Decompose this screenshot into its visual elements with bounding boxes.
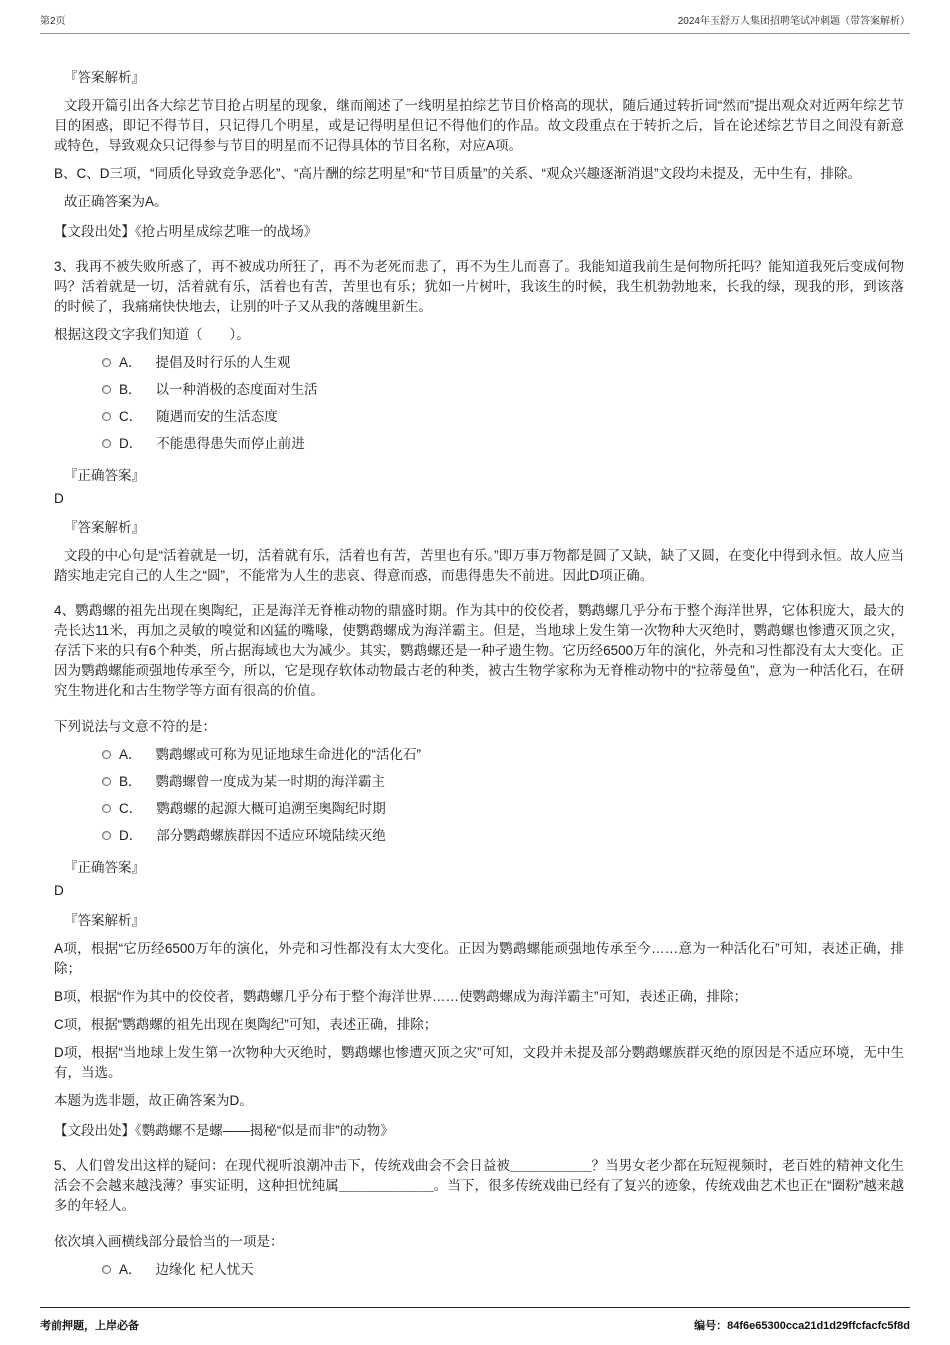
correct-answer-value: D xyxy=(54,883,64,899)
analysis-paragraph: B项，根据“作为其中的佼佼者，鹦鹉螺几乎分布于整个海洋世界……使鹦鹉螺成为海洋霸主”可知，表述正确，排除； xyxy=(54,988,747,1004)
page-number: 第2页 xyxy=(40,16,66,27)
analysis-paragraph: 文段开篇引出各大综艺节目抢占明星的现象，继而阐述了一线明星拍综艺节目价格高的现状，随后通过转折词“然而”提出观众对近两年综艺节目的困惑，即记不得节目，只记得几个明星，或是记得明星但记不得他们的作品。故文段重点在于转折之后，旨在论述综艺节目之间没有新意或特色，导致观众只记得参与节目的明星而不记得具体的节目名称，对应A项。 xyxy=(54,97,904,153)
option-label: B． xyxy=(119,774,142,790)
options-group xyxy=(102,1260,904,1280)
analysis-paragraph: 文段的中心句是“活着就是一切，活着就有乐，活着也有苦，苦里也有乐。”即万事万物都是圆了又缺，缺了又圆，在变化中得到永恒。故人应当踏实地走完自己的人生之“圆”，不能常为人生的悲哀、得意而惑，而患得患失不前进。因此D项正确。 xyxy=(54,548,904,584)
radio-button-icon[interactable] xyxy=(102,750,111,759)
option-label: C． xyxy=(119,801,143,817)
radio-button-icon[interactable] xyxy=(102,777,111,786)
answer-analysis-label: 『答案解析』 xyxy=(64,520,145,536)
answer-conclusion: 故正确答案为A。 xyxy=(64,193,168,209)
radio-button-icon[interactable] xyxy=(102,831,111,840)
option-row[interactable] xyxy=(102,380,904,400)
options-group xyxy=(102,745,904,846)
question-prompt: 根据这段文字我们知道（ ）。 xyxy=(54,326,250,342)
option-text: 鹦鹉螺的起源大概可追溯至奥陶纪时期 xyxy=(156,801,386,817)
option-label: C． xyxy=(119,408,143,424)
question-stem: 4、鹦鹉螺的祖先出现在奥陶纪，正是海洋无脊椎动物的鼎盛时期。作为其中的佼佼者，鹦鹉螺几乎分布于整个海洋世界，它体积庞大，最大的壳长达11米，再加之灵敏的嗅觉和凶猛的嘴喙，使鹦鹉螺成为海洋霸主。但是，当地球上发生第一次物种大灭绝时，鹦鹉螺也惨遭灭顶之灾，存活下来的只有6个种类，所占据海域也大为减少。其实，鹦鹉螺还是一种孑遗生物。它历经6500万年的演化，外壳和习性都没有太大变化。正因为鹦鹉螺能顽强地传承至今，所以，它是现存软体动物最古老的种类，被古生物学家称为无脊椎动物中的“拉蒂曼鱼”，意为一种活化石，在研究生物进化和古生物学等方面有很高的价值。 xyxy=(54,603,904,699)
answer-analysis-label: 『答案解析』 xyxy=(64,913,145,928)
options-group xyxy=(102,353,904,454)
option-row[interactable] xyxy=(102,353,904,373)
option-row[interactable] xyxy=(102,772,904,792)
option-row[interactable] xyxy=(102,407,904,427)
correct-answer-value: D xyxy=(54,490,64,506)
source-line: 【文段出处】《抢占明星成综艺唯一的战场》 xyxy=(54,223,318,239)
analysis-paragraph: B、C、D三项，“同质化导致竞争恶化”、“高片酬的综艺明星”和“节目质量”的关系、“观众兴趣逐渐消退”文段均未提及，无中生有，排除。 xyxy=(54,165,861,181)
option-row[interactable] xyxy=(102,434,904,454)
option-text: 边缘化 杞人忧天 xyxy=(155,1261,254,1277)
option-row[interactable] xyxy=(102,745,904,765)
question-stem: 3、我再不被失败所惑了，再不被成功所狂了，再不为老死而悲了，再不为生儿而喜了。我能知道我前生是何物所托吗？能知道我死后变成何物吗？活着就是一切，活着就有乐，活着也有苦，苦里也有乐；犹如一片树叶，我该生的时候，我生机勃勃地来，长我的绿，现我的形，到该落的时候了，我痛痛快快地去，让别的叶子又从我的落魄里新生。 xyxy=(54,258,904,314)
answer-conclusion: 本题为选非题，故正确答案为D。 xyxy=(54,1092,253,1108)
answer-analysis-label: 『答案解析』 xyxy=(64,70,145,85)
option-text: 鹦鹉螺曾一度成为某一时期的海洋霸主 xyxy=(155,774,386,790)
option-label: A． xyxy=(119,1261,142,1277)
radio-button-icon[interactable] xyxy=(102,412,111,421)
document-title: 2024年玉舒万人集团招聘笔试冲刺题（带答案解析） xyxy=(677,16,910,27)
option-row[interactable] xyxy=(102,1260,904,1280)
analysis-paragraph: A项，根据“它历经6500万年的演化，外壳和习性都没有太大变化。正因为鹦鹉螺能顽强地传承至今……意为一种活化石”可知，表述正确，排除； xyxy=(54,940,904,976)
page-header xyxy=(40,12,910,34)
option-text: 鹦鹉螺或可称为见证地球生命进化的“活化石” xyxy=(155,747,422,763)
source-line: 【文段出处】《鹦鹉螺不是螺——揭秘“似是而非”的动物》 xyxy=(54,1122,394,1138)
radio-button-icon[interactable] xyxy=(102,804,111,813)
question-prompt: 依次填入画横线部分最恰当的一项是： xyxy=(54,1233,284,1249)
document-body xyxy=(0,50,950,1305)
option-label: A． xyxy=(119,747,142,763)
option-label: D． xyxy=(119,828,143,844)
option-text: 随遇而安的生活态度 xyxy=(156,408,278,424)
footer-slogan: 考前押题，上岸必备 xyxy=(40,1320,139,1332)
correct-answer-label: 『正确答案』 xyxy=(64,860,145,876)
option-text: 提倡及时行乐的人生观 xyxy=(155,354,291,370)
radio-button-icon[interactable] xyxy=(102,1265,111,1274)
radio-button-icon[interactable] xyxy=(102,358,111,367)
option-text: 以一种消极的态度面对生活 xyxy=(155,381,318,397)
correct-answer-label: 『正确答案』 xyxy=(64,467,145,483)
page-footer xyxy=(40,1307,910,1333)
radio-button-icon[interactable] xyxy=(102,439,111,448)
option-label: B． xyxy=(119,381,142,397)
option-text: 部分鹦鹉螺族群因不适应环境陆续灭绝 xyxy=(156,828,386,844)
option-label: D． xyxy=(119,435,143,451)
radio-button-icon[interactable] xyxy=(102,385,111,394)
footer-doc-code: 编号：84f6e65300cca21d1d29ffcfacfc5f8d xyxy=(694,1320,910,1332)
option-text: 不能患得患失而停止前进 xyxy=(156,435,305,451)
analysis-paragraph: D项，根据“当地球上发生第一次物种大灭绝时，鹦鹉螺也惨遭灭顶之灾”可知，文段并未提及部分鹦鹉螺族群灭绝的原因是不适应环境，无中生有，当选。 xyxy=(54,1044,904,1080)
option-row[interactable] xyxy=(102,799,904,819)
question-prompt: 下列说法与文意不符的是： xyxy=(54,719,216,735)
option-label: A． xyxy=(119,354,142,370)
question-stem: 5、人们曾发出这样的疑问：在现代视听浪潮冲击下，传统戏曲会不会日益被＿＿＿＿＿＿？当男女老少都在玩短视频时，老百姓的精神文化生活会不会越来越浅薄？事实证明，这种担忧纯属＿＿＿＿＿＿＿。当下，很多传统戏曲已经有了复兴的迹象，传统戏曲艺术也正在“圈粉”越来越多的年轻人。 xyxy=(54,1157,904,1213)
option-row[interactable] xyxy=(102,826,904,846)
analysis-paragraph: C项，根据“鹦鹉螺的祖先出现在奥陶纪”可知，表述正确，排除； xyxy=(54,1016,438,1032)
